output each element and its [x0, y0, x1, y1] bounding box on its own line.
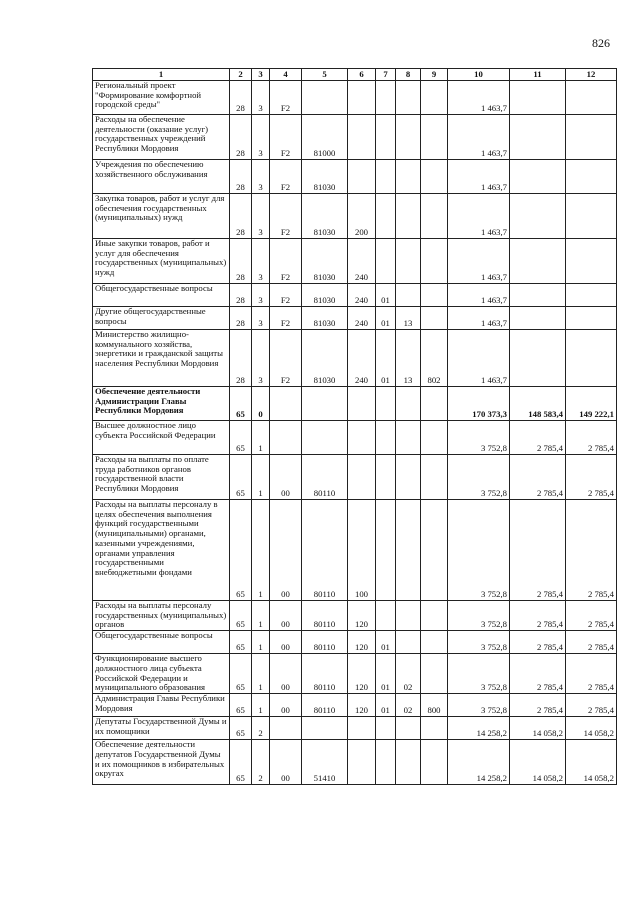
row-name-cell: Региональный проект "Формирование комфортной городской среды"	[93, 81, 230, 115]
cell-c6	[348, 455, 376, 500]
cell-c8	[396, 194, 421, 239]
cell-c3: 3	[252, 307, 270, 330]
cell-c4: 00	[270, 500, 302, 601]
cell-c5: 80110	[302, 500, 348, 601]
cell-c2: 28	[230, 307, 252, 330]
row-name-cell: Расходы на обеспечение деятельности (оказание услуг) государственных учреждений Республики Мордовия	[93, 115, 230, 160]
cell-c8: 13	[396, 330, 421, 387]
cell-c8	[396, 717, 421, 740]
cell-c12: 14 058,2	[566, 740, 617, 785]
cell-c5: 81030	[302, 160, 348, 194]
cell-c2: 65	[230, 654, 252, 694]
table-row	[93, 115, 617, 160]
cell-c6: 200	[348, 194, 376, 239]
cell-c6: 240	[348, 284, 376, 307]
cell-c4: F2	[270, 307, 302, 330]
cell-c2: 28	[230, 194, 252, 239]
cell-c7	[376, 115, 396, 160]
budget-table	[92, 68, 617, 785]
column-header-5: 5	[302, 69, 348, 81]
cell-c10: 1 463,7	[448, 239, 510, 284]
column-header-4: 4	[270, 69, 302, 81]
cell-c2: 28	[230, 330, 252, 387]
cell-c4	[270, 421, 302, 455]
cell-c3: 1	[252, 421, 270, 455]
cell-c5: 81030	[302, 239, 348, 284]
cell-c2: 65	[230, 601, 252, 631]
row-name-cell: Иные закупки товаров, работ и услуг для обеспечения государственных (муниципальных) нужд	[93, 239, 230, 284]
cell-c9	[421, 500, 448, 601]
cell-c6: 120	[348, 631, 376, 654]
cell-c6	[348, 387, 376, 421]
cell-c9	[421, 239, 448, 284]
cell-c11: 14 058,2	[510, 740, 566, 785]
cell-c2: 65	[230, 717, 252, 740]
row-name-cell: Депутаты Государственной Думы и их помощники	[93, 717, 230, 740]
cell-c12: 2 785,4	[566, 455, 617, 500]
cell-c3: 1	[252, 455, 270, 500]
cell-c11: 2 785,4	[510, 631, 566, 654]
cell-c4: 00	[270, 740, 302, 785]
cell-c5: 80110	[302, 601, 348, 631]
cell-c2: 65	[230, 387, 252, 421]
cell-c5: 80110	[302, 654, 348, 694]
cell-c8: 02	[396, 694, 421, 717]
cell-c7: 01	[376, 330, 396, 387]
cell-c10: 1 463,7	[448, 160, 510, 194]
cell-c3: 2	[252, 740, 270, 785]
cell-c7: 01	[376, 631, 396, 654]
cell-c3: 3	[252, 160, 270, 194]
cell-c6: 120	[348, 694, 376, 717]
cell-c11	[510, 160, 566, 194]
column-header-9: 9	[421, 69, 448, 81]
table-row	[93, 284, 617, 307]
cell-c8	[396, 284, 421, 307]
cell-c10: 1 463,7	[448, 194, 510, 239]
row-name-cell: Общегосударственные вопросы	[93, 631, 230, 654]
cell-c11: 2 785,4	[510, 421, 566, 455]
cell-c12	[566, 194, 617, 239]
cell-c7: 01	[376, 284, 396, 307]
table-row	[93, 330, 617, 387]
cell-c9	[421, 194, 448, 239]
cell-c4: F2	[270, 81, 302, 115]
table-row	[93, 455, 617, 500]
cell-c6	[348, 740, 376, 785]
cell-c7	[376, 500, 396, 601]
cell-c5: 81000	[302, 115, 348, 160]
cell-c8	[396, 421, 421, 455]
cell-c6	[348, 81, 376, 115]
cell-c7: 01	[376, 307, 396, 330]
cell-c2: 28	[230, 284, 252, 307]
cell-c8	[396, 601, 421, 631]
cell-c6	[348, 160, 376, 194]
row-name-cell: Другие общегосударственные вопросы	[93, 307, 230, 330]
cell-c12: 2 785,4	[566, 500, 617, 601]
table-row	[93, 601, 617, 631]
cell-c4: F2	[270, 115, 302, 160]
cell-c4: F2	[270, 160, 302, 194]
cell-c7	[376, 421, 396, 455]
cell-c3: 3	[252, 115, 270, 160]
cell-c11	[510, 330, 566, 387]
cell-c10: 3 752,8	[448, 694, 510, 717]
cell-c12	[566, 115, 617, 160]
cell-c3: 1	[252, 694, 270, 717]
cell-c6: 240	[348, 307, 376, 330]
column-header-11: 11	[510, 69, 566, 81]
cell-c12: 2 785,4	[566, 631, 617, 654]
table-row	[93, 421, 617, 455]
cell-c12: 2 785,4	[566, 654, 617, 694]
cell-c11	[510, 284, 566, 307]
cell-c9	[421, 115, 448, 160]
cell-c10: 3 752,8	[448, 455, 510, 500]
cell-c9	[421, 81, 448, 115]
cell-c11	[510, 307, 566, 330]
cell-c12	[566, 330, 617, 387]
cell-c9: 800	[421, 694, 448, 717]
cell-c7	[376, 81, 396, 115]
cell-c7	[376, 239, 396, 284]
cell-c2: 65	[230, 500, 252, 601]
column-header-10: 10	[448, 69, 510, 81]
row-name-cell: Закупка товаров, работ и услуг для обеспечения государственных (муниципальных) нужд	[93, 194, 230, 239]
cell-c10: 3 752,8	[448, 421, 510, 455]
table-row	[93, 500, 617, 601]
cell-c11	[510, 115, 566, 160]
cell-c9	[421, 160, 448, 194]
cell-c12	[566, 284, 617, 307]
row-name-cell: Функционирование высшего должностного лица субъекта Российской Федерации и муниципального образования	[93, 654, 230, 694]
cell-c8: 02	[396, 654, 421, 694]
row-name-cell: Расходы на выплаты персоналу в целях обеспечения выполнения функций государственными (муниципальными) органами, казенными учреждениями, органами управления государственными внебюджетными фондами	[93, 500, 230, 601]
row-name-cell: Расходы на выплаты персоналу государственных (муниципальных) органов	[93, 601, 230, 631]
cell-c3: 3	[252, 239, 270, 284]
cell-c8	[396, 631, 421, 654]
table-row	[93, 307, 617, 330]
cell-c8	[396, 115, 421, 160]
cell-c6	[348, 421, 376, 455]
cell-c4: F2	[270, 239, 302, 284]
cell-c11: 14 058,2	[510, 717, 566, 740]
cell-c9	[421, 455, 448, 500]
cell-c5: 81030	[302, 194, 348, 239]
table-row	[93, 81, 617, 115]
table-row	[93, 654, 617, 694]
table-row	[93, 740, 617, 785]
cell-c4: F2	[270, 330, 302, 387]
cell-c5: 51410	[302, 740, 348, 785]
column-header-1: 1	[93, 69, 230, 81]
cell-c6: 240	[348, 330, 376, 387]
column-header-6: 6	[348, 69, 376, 81]
cell-c5: 80110	[302, 694, 348, 717]
cell-c11: 2 785,4	[510, 694, 566, 717]
cell-c6: 240	[348, 239, 376, 284]
table-row	[93, 160, 617, 194]
cell-c2: 65	[230, 455, 252, 500]
row-name-cell: Общегосударственные вопросы	[93, 284, 230, 307]
column-header-8: 8	[396, 69, 421, 81]
cell-c2: 28	[230, 160, 252, 194]
cell-c9	[421, 387, 448, 421]
cell-c4: 00	[270, 631, 302, 654]
cell-c12	[566, 81, 617, 115]
table-row	[93, 717, 617, 740]
cell-c10: 14 258,2	[448, 717, 510, 740]
row-name-cell: Обеспечение деятельности депутатов Государственной Думы и их помощников в избирательных округах	[93, 740, 230, 785]
cell-c2: 28	[230, 239, 252, 284]
cell-c6	[348, 115, 376, 160]
cell-c4: 00	[270, 694, 302, 717]
cell-c3: 1	[252, 500, 270, 601]
cell-c9	[421, 307, 448, 330]
cell-c9: 802	[421, 330, 448, 387]
cell-c4: 00	[270, 455, 302, 500]
cell-c10: 1 463,7	[448, 330, 510, 387]
cell-c3: 3	[252, 330, 270, 387]
cell-c3: 1	[252, 601, 270, 631]
column-header-3: 3	[252, 69, 270, 81]
cell-c4: 00	[270, 601, 302, 631]
cell-c5: 80110	[302, 631, 348, 654]
cell-c8	[396, 500, 421, 601]
cell-c9	[421, 284, 448, 307]
cell-c5	[302, 81, 348, 115]
cell-c10: 1 463,7	[448, 307, 510, 330]
cell-c4: F2	[270, 284, 302, 307]
cell-c8: 13	[396, 307, 421, 330]
row-name-cell: Министерство жилищно-коммунального хозяйства, энергетики и гражданской защиты населения Республики Мордовия	[93, 330, 230, 387]
row-name-cell: Обеспечение деятельности Администрации Главы Республики Мордовия	[93, 387, 230, 421]
cell-c6: 120	[348, 601, 376, 631]
cell-c5	[302, 421, 348, 455]
cell-c12: 149 222,1	[566, 387, 617, 421]
cell-c3: 0	[252, 387, 270, 421]
cell-c2: 28	[230, 81, 252, 115]
cell-c12: 14 058,2	[566, 717, 617, 740]
cell-c2: 65	[230, 740, 252, 785]
cell-c9	[421, 717, 448, 740]
table-body	[93, 81, 617, 785]
cell-c10: 3 752,8	[448, 631, 510, 654]
cell-c9	[421, 740, 448, 785]
cell-c10: 14 258,2	[448, 740, 510, 785]
cell-c2: 28	[230, 115, 252, 160]
page-number: 826	[592, 36, 610, 50]
cell-c5	[302, 387, 348, 421]
cell-c10: 1 463,7	[448, 81, 510, 115]
cell-c4	[270, 387, 302, 421]
cell-c2: 65	[230, 421, 252, 455]
cell-c4: 00	[270, 654, 302, 694]
cell-c7	[376, 455, 396, 500]
cell-c11: 2 785,4	[510, 455, 566, 500]
cell-c10: 3 752,8	[448, 601, 510, 631]
cell-c8	[396, 387, 421, 421]
cell-c10: 1 463,7	[448, 115, 510, 160]
cell-c10: 1 463,7	[448, 284, 510, 307]
cell-c11	[510, 81, 566, 115]
cell-c12	[566, 239, 617, 284]
cell-c12	[566, 307, 617, 330]
cell-c11: 2 785,4	[510, 500, 566, 601]
cell-c3: 3	[252, 81, 270, 115]
cell-c11: 2 785,4	[510, 654, 566, 694]
cell-c12: 2 785,4	[566, 694, 617, 717]
cell-c10: 3 752,8	[448, 654, 510, 694]
cell-c7	[376, 160, 396, 194]
cell-c7: 01	[376, 654, 396, 694]
cell-c6: 120	[348, 654, 376, 694]
cell-c8	[396, 160, 421, 194]
column-header-12: 12	[566, 69, 617, 81]
cell-c6: 100	[348, 500, 376, 601]
cell-c3: 3	[252, 194, 270, 239]
cell-c6	[348, 717, 376, 740]
cell-c8	[396, 81, 421, 115]
cell-c2: 65	[230, 631, 252, 654]
column-header-7: 7	[376, 69, 396, 81]
cell-c7	[376, 717, 396, 740]
column-header-2: 2	[230, 69, 252, 81]
cell-c11	[510, 194, 566, 239]
header-row	[93, 69, 617, 81]
cell-c10: 3 752,8	[448, 500, 510, 601]
cell-c8	[396, 740, 421, 785]
cell-c7	[376, 601, 396, 631]
cell-c3: 3	[252, 284, 270, 307]
table-row	[93, 194, 617, 239]
cell-c5: 80110	[302, 455, 348, 500]
cell-c11: 2 785,4	[510, 601, 566, 631]
cell-c3: 1	[252, 631, 270, 654]
cell-c9	[421, 601, 448, 631]
table-row	[93, 239, 617, 284]
row-name-cell: Администрация Главы Республики Мордовия	[93, 694, 230, 717]
cell-c12: 2 785,4	[566, 421, 617, 455]
cell-c7	[376, 740, 396, 785]
cell-c8	[396, 239, 421, 284]
table-row	[93, 694, 617, 717]
cell-c4: F2	[270, 194, 302, 239]
cell-c3: 1	[252, 654, 270, 694]
cell-c2: 65	[230, 694, 252, 717]
cell-c5: 81030	[302, 330, 348, 387]
table-row	[93, 387, 617, 421]
cell-c5	[302, 717, 348, 740]
cell-c5: 81030	[302, 307, 348, 330]
cell-c10: 170 373,3	[448, 387, 510, 421]
cell-c7: 01	[376, 694, 396, 717]
cell-c9	[421, 654, 448, 694]
cell-c9	[421, 631, 448, 654]
cell-c8	[396, 455, 421, 500]
cell-c7	[376, 194, 396, 239]
cell-c5: 81030	[302, 284, 348, 307]
cell-c7	[376, 387, 396, 421]
cell-c11: 148 583,4	[510, 387, 566, 421]
cell-c3: 2	[252, 717, 270, 740]
row-name-cell: Расходы на выплаты по оплате труда работников органов государственной власти Республики Мордовия	[93, 455, 230, 500]
cell-c12	[566, 160, 617, 194]
row-name-cell: Высшее должностное лицо субъекта Российской Федерации	[93, 421, 230, 455]
table-row	[93, 631, 617, 654]
cell-c11	[510, 239, 566, 284]
cell-c4	[270, 717, 302, 740]
row-name-cell: Учреждения по обеспечению хозяйственного обслуживания	[93, 160, 230, 194]
cell-c12: 2 785,4	[566, 601, 617, 631]
cell-c9	[421, 421, 448, 455]
